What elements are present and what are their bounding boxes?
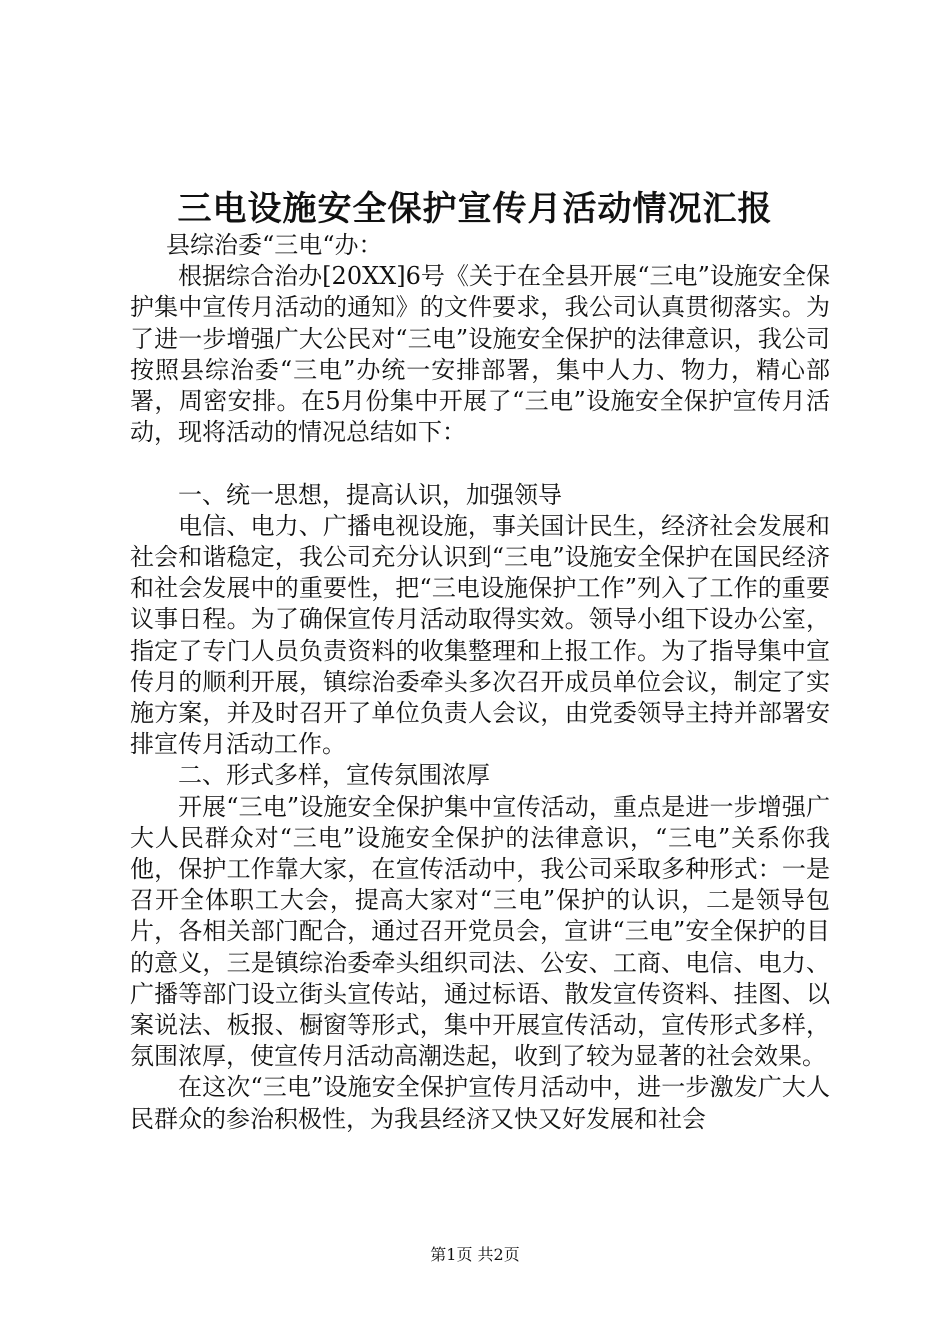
page-footer: 第1页 共2页 [430, 1245, 520, 1264]
section-heading-2: 二、形式多样，宣传氛围浓厚 [178, 761, 490, 790]
document-title: 三电设施安全保护宣传月活动情况汇报 [177, 189, 773, 229]
section-heading-1: 一、统一思想，提高认识，加强领导 [178, 480, 562, 509]
paragraph-intro: 根据综合治办[20XX]6号《关于在全县开展“三电”设施安全保护集中宣传月活动的通知》的文件要求，我公司认真贯彻落实。为了进一步增强广大公民对“三电”设施安全保护的法律意识，我公司按照县综治委“三电”办统一安排部署，集中人力、物力，精心部署，周密安排。在5月份集中开展了“三电”设施安全保护宣传月活动，现将活动的情况总结如下： [130, 262, 830, 447]
paragraph-section-2: 开展“三电”设施安全保护集中宣传活动，重点是进一步增强广大人民群众对“三电”设施安全保护的法律意识，“三电”关系你我他，保护工作靠大家，在宣传活动中，我公司采取多种形式：一是召开全体职工大会，提高大家对“三电”保护的认识，二是领导包片，各相关部门配合，通过召开党员会，宣讲“三电”安全保护的目的意义，三是镇综治委牵头组织司法、公安、工商、电信、电力、广播等部门设立街头宣传站，通过标语、散发宣传资料、挂图、以案说法、板报、橱窗等形式，集中开展宣传活动，宣传形式多样，氛围浓厚，使宣传月活动高潮迭起，收到了较为显著的社会效果。 [130, 792, 830, 1071]
salutation: 县综治委“三电“办： [166, 231, 383, 259]
paragraph-section-1: 电信、电力、广播电视设施，事关国计民生，经济社会发展和社会和谐稳定，我公司充分认识到“三电”设施安全保护在国民经济和社会发展中的重要性，把“三电设施保护工作”列入了工作的重要议事日程。为了确保宣传月活动取得实效。领导小组下设办公室，指定了专门人员负责资料的收集整理和上报工作。为了指导集中宣传月的顺利开展，镇综治委牵头多次召开成员单位会议，制定了实施方案，并及时召开了单位负责人会议，由党委领导主持并部署安排宣传月活动工作。 [130, 511, 830, 759]
paragraph-spacer [130, 448, 830, 479]
document-body [130, 230, 830, 1135]
paragraph-conclusion: 在这次“三电”设施安全保护宣传月活动中，进一步激发广大人民群众的参治积极性，为我县经济又快又好发展和社会 [130, 1073, 830, 1133]
